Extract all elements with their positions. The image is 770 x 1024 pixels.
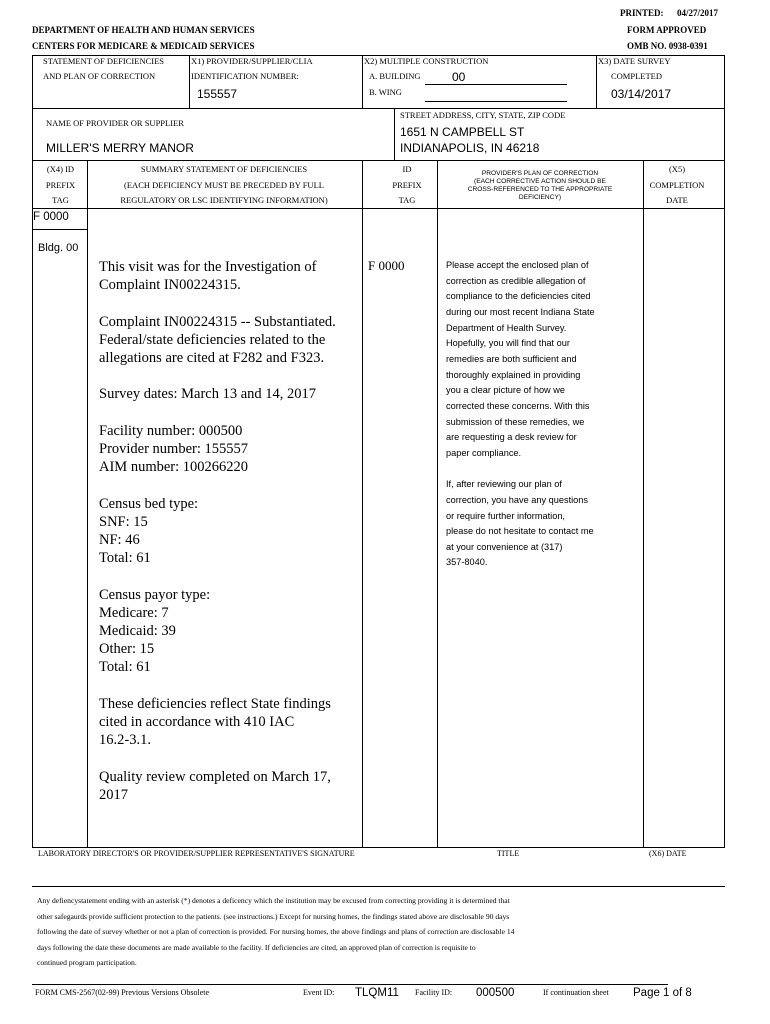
rule bbox=[437, 160, 438, 848]
plan-line: submission of these remedies, we bbox=[446, 416, 585, 427]
id-col-2: PREFIX bbox=[392, 180, 422, 190]
summary-line: Provider number: 155557 bbox=[99, 441, 249, 458]
plan-line: you a clear picture of how we bbox=[446, 385, 565, 396]
building-tag: Bldg. 00 bbox=[38, 242, 79, 254]
plan-line: during our most recent Indiana State bbox=[446, 306, 595, 317]
summary-line bbox=[99, 677, 357, 695]
disclaimer-line: Any defiencystatement ending with an asterisk (*) denotes a deficency which the institution may be excused from correcting providing it is determined that bbox=[37, 896, 510, 905]
summary-line: Federal/state deficiencies related to the bbox=[99, 331, 326, 348]
plan-line: are requesting a desk review for bbox=[446, 432, 577, 443]
summary-line: These deficiencies reflect State findings bbox=[99, 695, 331, 712]
plan-line: corrected these concerns. With this bbox=[446, 400, 590, 411]
summary-line bbox=[99, 404, 357, 422]
disclaimer-line: following the date of survey whether or not a plan of correction is provided. For nursing homes, the above findings and plans of correction are disclosable 14 bbox=[37, 927, 515, 937]
address-label: STREET ADDRESS, CITY, STATE, ZIP CODE bbox=[400, 110, 566, 120]
rule bbox=[425, 84, 567, 85]
form-approved: FORM APPROVED bbox=[627, 25, 707, 35]
summary-line bbox=[99, 476, 357, 494]
rule bbox=[32, 229, 88, 230]
plan-of-correction bbox=[446, 258, 641, 571]
plan-line: or require further information, bbox=[446, 510, 565, 521]
plan-line: correction as credible allegation of bbox=[446, 275, 586, 286]
plan-col-4: DEFICIENCY) bbox=[518, 194, 562, 201]
provider-name-label: NAME OF PROVIDER OR SUPPLIER bbox=[46, 118, 184, 128]
id-col-1: ID bbox=[402, 164, 412, 174]
summary-line: Medicaid: 39 bbox=[99, 623, 176, 640]
plan-line: 357-8040. bbox=[446, 557, 488, 568]
title-label: TITLE bbox=[497, 849, 520, 858]
plan-col-1: PROVIDER'S PLAN OF CORRECTION bbox=[481, 170, 599, 177]
rule bbox=[32, 55, 33, 848]
x1-label-2: IDENTIFICATION NUMBER: bbox=[191, 71, 299, 81]
rule bbox=[32, 847, 725, 848]
plan-col-2: (EACH CORRECTIVE ACTION SHOULD BE bbox=[474, 178, 606, 185]
summary-col-3: REGULATORY OR LSC IDENTIFYING INFORMATION) bbox=[120, 195, 328, 205]
summary-line: allegations are cited at F282 and F323. bbox=[99, 350, 325, 367]
rule bbox=[32, 886, 725, 887]
summary-line bbox=[99, 367, 357, 385]
id-col-3: TAG bbox=[398, 195, 416, 205]
summary-line: Quality review completed on March 17, bbox=[99, 768, 331, 785]
summary-line: Survey dates: March 13 and 14, 2017 bbox=[99, 386, 317, 403]
facility-id-value: 000500 bbox=[476, 987, 515, 999]
plan-line: compliance to the deficiencies cited bbox=[446, 291, 591, 302]
plan-col-3: CROSS-REFERENCED TO THE APPROPRIATE bbox=[467, 186, 613, 193]
tag-left: F 0000 bbox=[33, 211, 69, 223]
centers-title: CENTERS FOR MEDICARE & MEDICAID SERVICES bbox=[32, 41, 255, 51]
rule bbox=[394, 108, 395, 160]
rule bbox=[596, 55, 597, 108]
disclaimer-text bbox=[37, 893, 697, 971]
disclaimer-line: continued program participation. bbox=[37, 958, 137, 968]
continuation-label: If continuation sheet bbox=[543, 988, 609, 997]
x3-label-1: X3) DATE SURVEY bbox=[598, 56, 671, 66]
plan-line bbox=[446, 462, 641, 478]
summary-col-1: SUMMARY STATEMENT OF DEFICIENCIES bbox=[140, 164, 308, 174]
rule bbox=[87, 160, 88, 848]
summary-line: Census payor type: bbox=[99, 586, 211, 603]
rule bbox=[425, 101, 567, 102]
building-value: 00 bbox=[452, 70, 466, 84]
survey-date-value: 03/14/2017 bbox=[611, 87, 672, 101]
plan-line: paper compliance. bbox=[446, 447, 522, 458]
address-line-2: INDIANAPOLIS, IN 46218 bbox=[400, 141, 540, 155]
rule bbox=[189, 55, 190, 108]
page-number: Page 1 of 8 bbox=[633, 987, 692, 999]
printed-label: PRINTED: bbox=[620, 8, 664, 18]
rule bbox=[362, 160, 363, 848]
summary-line: This visit was for the Investigation of bbox=[99, 259, 317, 275]
summary-line: Complaint IN00224315. bbox=[99, 277, 241, 294]
x4-col-2: PREFIX bbox=[45, 180, 76, 190]
x5-col-1: (X5) bbox=[668, 164, 686, 174]
rule bbox=[32, 984, 668, 985]
statement-label-2: AND PLAN OF CORRECTION bbox=[43, 71, 156, 81]
event-id-label: Event ID: bbox=[303, 988, 335, 997]
date-label: (X6) DATE bbox=[649, 849, 687, 858]
summary-line bbox=[99, 567, 357, 585]
summary-line: AIM number: 100266220 bbox=[99, 459, 249, 476]
x4-col-3: TAG bbox=[52, 195, 69, 205]
omb-number: OMB NO. 0938-0391 bbox=[627, 41, 708, 51]
x1-label-1: X1) PROVIDER/SUPPLIER/CLIA bbox=[191, 56, 313, 66]
summary-line: Complaint IN00224315 -- Substantiated. bbox=[99, 313, 336, 330]
form-number: FORM CMS-2567(02-99) Previous Versions Obsolete bbox=[35, 988, 210, 997]
summary-line: cited in accordance with 410 IAC bbox=[99, 714, 295, 731]
summary-line: 16.2-3.1. bbox=[99, 732, 151, 749]
plan-line: Hopefully, you will find that our bbox=[446, 338, 570, 349]
summary-line: SNF: 15 bbox=[99, 513, 148, 530]
summary-line: Total: 61 bbox=[99, 550, 151, 567]
address-line-1: 1651 N CAMPBELL ST bbox=[400, 125, 525, 139]
summary-line: Medicare: 7 bbox=[99, 604, 169, 621]
summary-line bbox=[99, 294, 357, 312]
summary-line bbox=[99, 749, 357, 767]
provider-id-value: 155557 bbox=[197, 87, 238, 101]
department-title: DEPARTMENT OF HEALTH AND HUMAN SERVICES bbox=[32, 25, 255, 35]
x5-col-3: DATE bbox=[666, 195, 688, 205]
rule bbox=[643, 160, 644, 848]
plan-line: correction, you have any questions bbox=[446, 494, 588, 505]
building-label: A. BUILDING bbox=[369, 71, 421, 81]
event-id-value: TLQM11 bbox=[355, 987, 399, 999]
x2-label: X2) MULTIPLE CONSTRUCTION bbox=[364, 56, 489, 66]
summary-col-2: (EACH DEFICIENCY MUST BE PRECEDED BY FULL bbox=[124, 180, 324, 190]
plan-line: at your convenience at (317) bbox=[446, 541, 563, 552]
disclaimer-line: days following the date these documents are made available to the facility. If deficiencies are cited, an approved plan of correction is requisite to bbox=[37, 942, 476, 952]
summary-line: NF: 46 bbox=[99, 532, 140, 549]
rule bbox=[724, 55, 725, 848]
facility-id-label: Facility ID: bbox=[415, 988, 453, 997]
rule bbox=[32, 108, 725, 109]
summary-line: Census bed type: bbox=[99, 495, 199, 512]
plan-line: remedies are both sufficient and bbox=[446, 353, 577, 364]
tag-right: F 0000 bbox=[368, 258, 405, 273]
summary-line: Facility number: 000500 bbox=[99, 422, 243, 439]
plan-line: Department of Health Survey. bbox=[446, 322, 567, 333]
x3-label-2: COMPLETED bbox=[611, 71, 662, 81]
summary-line: Total: 61 bbox=[99, 659, 151, 676]
printed-date: 04/27/2017 bbox=[677, 8, 719, 18]
plan-line: If, after reviewing our plan of bbox=[446, 479, 562, 490]
plan-line: please do not hesitate to contact me bbox=[446, 526, 594, 537]
x5-col-2: COMPLETION bbox=[649, 180, 705, 190]
rule bbox=[362, 55, 363, 108]
summary-line: Other: 15 bbox=[99, 641, 155, 658]
plan-line: thoroughly explained in providing bbox=[446, 369, 581, 380]
x4-col-1: (X4) ID bbox=[46, 164, 75, 174]
plan-line: Please accept the enclosed plan of bbox=[446, 260, 589, 270]
provider-name-value: MILLER'S MERRY MANOR bbox=[46, 141, 194, 155]
statement-label-1: STATEMENT OF DEFICIENCIES bbox=[43, 56, 165, 66]
director-signature-label: LABORATORY DIRECTOR'S OR PROVIDER/SUPPLIER REPRESENTATIVE'S SIGNATURE bbox=[38, 849, 355, 858]
summary-line: 2017 bbox=[99, 786, 128, 803]
summary-statement bbox=[99, 258, 357, 804]
disclaimer-line: other safegaurds provide sufficient protection to the patients. (see instructions.) Except for nursing homes, the findings stated above are disclosable 90 days bbox=[37, 911, 510, 921]
rule bbox=[32, 208, 725, 209]
wing-label: B. WING bbox=[369, 87, 402, 97]
rule bbox=[32, 160, 725, 161]
